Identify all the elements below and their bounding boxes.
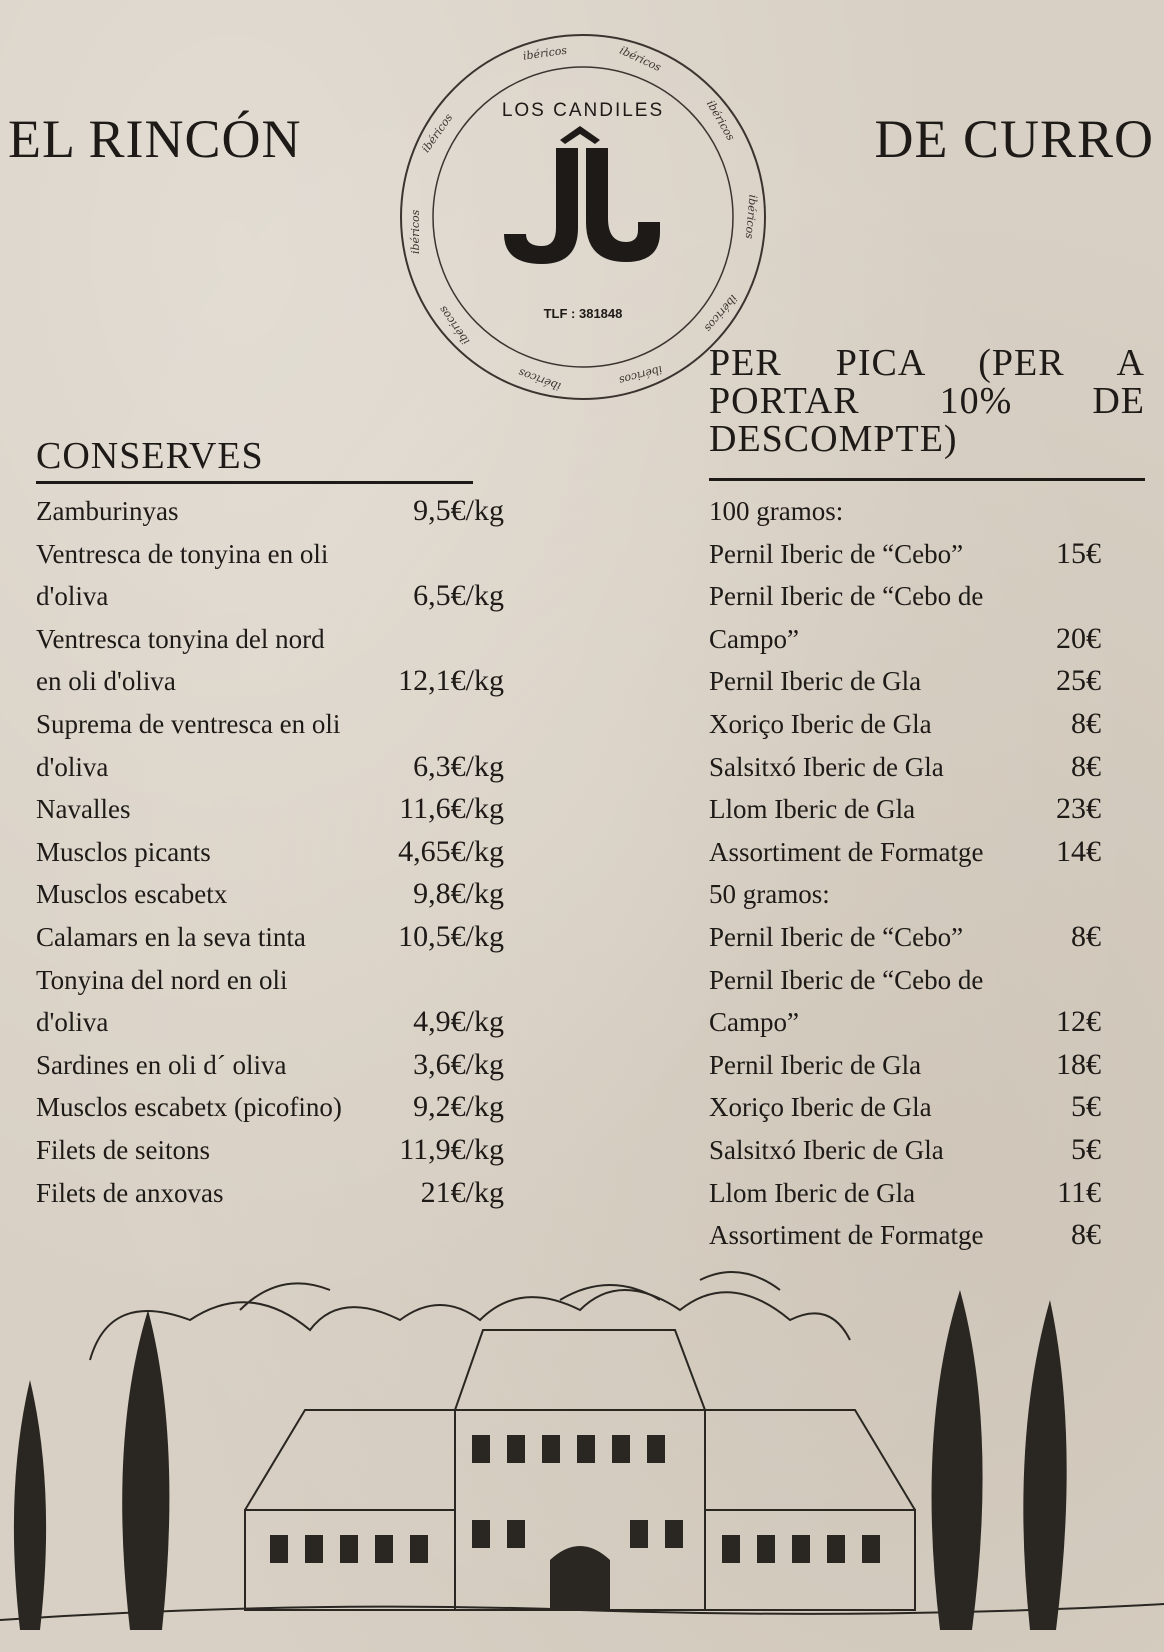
item-name: Musclos escabetx (picofino) [36,1092,342,1123]
per-pica-row [709,873,1101,916]
conserves-row [36,575,504,618]
conserves-divider [36,481,473,484]
item-price: 25€ [1056,664,1101,698]
item-price: 4,65€/kg [398,834,504,868]
item-price: 5€ [1071,1132,1101,1166]
item-name: d'oliva [36,1007,109,1038]
conserves-price-list [36,490,504,1214]
item-name: Pernil Iberic de “Cebo” [709,921,964,952]
item-price: 10,5€/kg [398,919,504,953]
item-name: Xoriço Iberic de Gla [709,708,932,739]
conserves-row [36,959,504,1002]
conserves-row [36,1044,504,1087]
per-pica-row [709,660,1101,703]
per-pica-divider [709,478,1145,481]
item-name: 100 gramos: [709,496,844,526]
per-pica-row [709,831,1101,874]
item-price: 21€/kg [420,1175,504,1209]
per-pica-row [709,746,1101,789]
item-price: 8€ [1071,1218,1101,1252]
conserves-row [36,788,504,831]
svg-text:ibéricos: ibéricos [701,292,741,335]
per-pica-row [709,1172,1101,1215]
item-name: Tonyina del nord en oli [36,964,288,995]
item-price: 9,5€/kg [413,494,504,527]
per-pica-price-list [709,490,1101,1257]
conserves-row [36,533,504,576]
item-price: 18€ [1056,1047,1101,1081]
svg-text:ibéricos: ibéricos [516,365,563,394]
item-price: 11,6€/kg [399,792,504,826]
item-name: 50 gramos: [709,879,830,910]
per-pica-row [709,575,1101,618]
item-price: 12€ [1056,1005,1101,1039]
item-name: Filets de seitons [36,1134,210,1165]
item-name: en oli d'oliva [36,666,176,697]
item-name: Sardines en oli d´ oliva [36,1049,287,1080]
item-name: Campo” [709,623,799,654]
per-pica-row [709,1129,1101,1172]
item-name: Calamars en la seva tinta [36,921,306,952]
item-name: Llom Iberic de Gla [709,1177,916,1208]
item-price: 14€ [1056,834,1101,868]
per-pica-row [709,533,1101,576]
item-name: d'oliva [36,581,109,612]
item-name: Llom Iberic de Gla [709,794,916,825]
svg-text:ibéricos: ibéricos [419,111,456,155]
item-price: 8€ [1071,749,1101,783]
seal-brand: LOS CANDILES [501,100,665,121]
item-price: 12,1€/kg [398,664,504,698]
conserves-row [36,916,504,959]
title-left: EL RINCÓN [8,109,302,169]
item-price: 20€ [1056,621,1101,655]
conserves-row [36,490,504,533]
item-name: Salsitxó Iberic de Gla [709,751,944,782]
item-name: Assortiment de Formatge [709,1220,984,1251]
per-pica-row [709,618,1101,661]
svg-text:ibéricos: ibéricos [617,43,664,75]
per-pica-row [709,1214,1101,1257]
svg-text:ibéricos: ibéricos [436,303,473,348]
svg-text:ibéricos: ibéricos [742,194,760,240]
item-name: Salsitxó Iberic de Gla [709,1134,944,1165]
item-price: 4,9€/kg [413,1005,504,1039]
conserves-row [36,831,504,874]
conserves-row [36,746,504,789]
item-name: Ventresca de tonyina en oli [36,538,329,569]
item-name: Xoriço Iberic de Gla [709,1092,932,1123]
item-price: 9,8€/kg [413,877,504,911]
per-pica-section-title: PER PICA (PER A PORTAR 10% DE DESCOMPTE) [709,342,1145,460]
item-name: Zamburinyas [36,496,179,526]
conserves-row [36,1001,504,1044]
item-name: Musclos escabetx [36,879,228,910]
conserves-row [36,873,504,916]
seal-phone: TLF : 381848 [543,306,623,321]
conserves-row [36,1172,504,1215]
item-name: Pernil Iberic de “Cebo” [709,538,964,569]
conserves-row [36,660,504,703]
item-name: d'oliva [36,751,109,782]
item-price: 8€ [1071,706,1101,740]
item-name: Pernil Iberic de Gla [709,1049,922,1080]
conserves-section-title: CONSERVES [36,435,264,477]
item-name: Suprema de ventresca en oli [36,708,341,739]
item-name: Pernil Iberic de “Cebo de [709,964,984,995]
item-name: Pernil Iberic de Gla [709,666,922,697]
item-name: Musclos picants [36,836,211,867]
conserves-row [36,618,504,661]
item-price: 3,6€/kg [413,1047,504,1081]
per-pica-row [709,1001,1101,1044]
item-price: 6,3€/kg [413,749,504,783]
per-pica-row [709,916,1101,959]
item-price: 11€ [1057,1175,1101,1209]
item-price: 5€ [1071,1090,1101,1124]
per-pica-row [709,490,1101,533]
per-pica-row [709,788,1101,831]
item-name: Assortiment de Formatge [709,836,984,867]
per-pica-row [709,703,1101,746]
item-name: Pernil Iberic de “Cebo de [709,581,984,612]
conserves-row [36,703,504,746]
item-price: 9,2€/kg [413,1090,504,1124]
country-house-icon [0,1270,1164,1652]
item-name: Campo” [709,1007,799,1038]
per-pica-row [709,1086,1101,1129]
per-pica-row [709,959,1101,1002]
item-price: 23€ [1056,792,1101,826]
item-price: 15€ [1056,536,1101,570]
per-pica-row [709,1044,1101,1087]
item-price: 11,9€/kg [399,1132,504,1166]
conserves-row [36,1129,504,1172]
svg-text:ibéricos: ibéricos [409,209,422,254]
svg-text:ibéricos: ibéricos [522,43,568,63]
conserves-row [36,1086,504,1129]
item-name: Navalles [36,794,131,825]
item-price: 6,5€/kg [413,579,504,613]
item-name: Filets de anxovas [36,1177,224,1208]
svg-text:ibéricos: ibéricos [617,362,664,387]
svg-text:ibéricos: ibéricos [703,97,738,143]
item-name: Ventresca tonyina del nord [36,623,325,654]
item-price: 8€ [1071,919,1101,953]
title-right: DE CURRO [874,109,1154,169]
